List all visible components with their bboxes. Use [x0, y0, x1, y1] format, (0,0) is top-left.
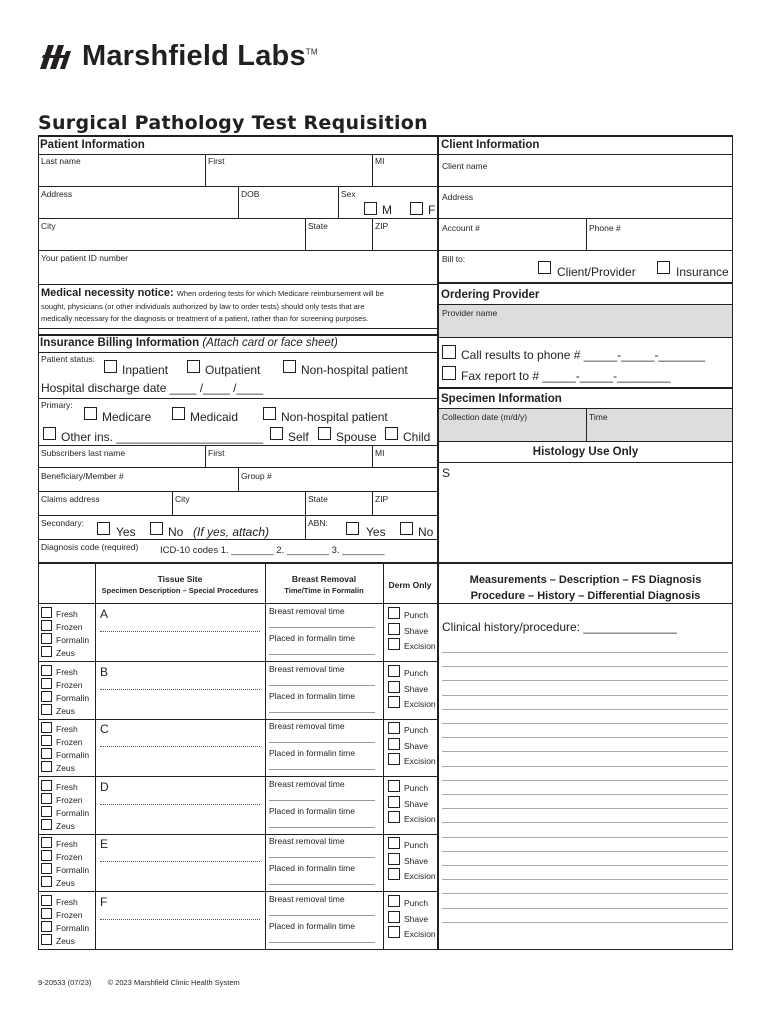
fixative-zeus-checkbox[interactable] [41, 646, 52, 657]
derm-excision-checkbox[interactable] [388, 696, 400, 708]
phone-field[interactable]: Phone # [589, 223, 621, 233]
derm-label: Excision [404, 641, 436, 651]
dob-field[interactable]: DOB [241, 189, 260, 199]
other-ins-checkbox[interactable] [43, 427, 56, 440]
fixative-zeus-checkbox[interactable] [41, 876, 52, 887]
fixative-label: Frozen [56, 737, 83, 747]
fixative-fresh-checkbox[interactable] [41, 895, 52, 906]
tissue-site-b[interactable]: B [100, 665, 109, 679]
mi-field[interactable]: MI [375, 156, 385, 166]
derm-excision-checkbox[interactable] [388, 638, 400, 650]
placed-formalin-label: Placed in formalin time [269, 921, 355, 931]
histology-heading: Histology Use Only [532, 446, 639, 458]
row-separator [38, 661, 437, 662]
derm-excision-checkbox[interactable] [388, 811, 400, 823]
notes-line[interactable] [442, 666, 728, 667]
secondary-no-checkbox[interactable] [150, 522, 163, 535]
notes-line[interactable] [442, 766, 728, 767]
abn-yes-checkbox[interactable] [346, 522, 359, 535]
self-label: Self [288, 430, 309, 444]
derm-shave-checkbox[interactable] [388, 681, 400, 693]
fixative-fresh-checkbox[interactable] [41, 837, 52, 848]
bottom-border [38, 949, 733, 950]
breast-removal-line[interactable] [269, 800, 375, 801]
fixative-label: Formalin [56, 750, 90, 760]
derm-label: Shave [404, 626, 429, 636]
subscriber-mi-field[interactable]: MI [375, 448, 385, 458]
derm-label: Punch [404, 840, 429, 850]
fixative-formalin-checkbox[interactable] [41, 806, 52, 817]
zip-field[interactable]: ZIP [375, 221, 389, 231]
col-procedure-history: Procedure – History – Differential Diagnosis [470, 590, 701, 602]
fixative-label: Frozen [56, 680, 83, 690]
derm-shave-checkbox[interactable] [388, 623, 400, 635]
site-dotted-line [100, 689, 260, 690]
brand-logo [38, 36, 318, 76]
notice-line-1: Medical necessity notice: When ordering tests for which Medicare reimbursement will be [41, 287, 384, 299]
left-border [38, 135, 39, 950]
fixative-label: Zeus [56, 821, 75, 831]
collection-date-field[interactable]: Collection date (m/d/y) [442, 412, 528, 422]
derm-label: Excision [404, 929, 436, 939]
provider-heading: Ordering Provider [441, 289, 540, 301]
tissue-site-a[interactable]: A [100, 607, 109, 621]
placed-formalin-line[interactable] [269, 942, 375, 943]
placed-formalin-label: Placed in formalin time [269, 748, 355, 758]
last-name-field[interactable]: Last name [41, 156, 81, 166]
derm-shave-checkbox[interactable] [388, 796, 400, 808]
histology-s-field[interactable]: S [442, 466, 451, 480]
fixative-label: Frozen [56, 622, 83, 632]
medicaid-checkbox[interactable] [172, 407, 185, 420]
bill-client-label: Client/Provider [557, 265, 636, 279]
breast-removal-label: Breast removal time [269, 779, 345, 789]
medicare-label: Medicare [102, 410, 152, 424]
insurance-heading: Insurance Billing Information (Attach card or face sheet) [40, 337, 338, 349]
other-ins-field[interactable]: Other ins. ______________________ [61, 430, 264, 444]
inpatient-checkbox[interactable] [104, 360, 117, 373]
breast-removal-label: Breast removal time [269, 664, 345, 674]
inpatient-label: Inpatient [122, 363, 169, 377]
fixative-label: Frozen [56, 795, 83, 805]
derm-label: Punch [404, 668, 429, 678]
col-derm-only: Derm Only [388, 580, 432, 590]
fixative-fresh-checkbox[interactable] [41, 780, 52, 791]
non-hospital-primary-checkbox[interactable] [263, 407, 276, 420]
fixative-label: Zeus [56, 648, 75, 658]
col-breast-time: Time/Time in Formalin [284, 586, 364, 595]
tissue-site-e[interactable]: E [100, 837, 109, 851]
fixative-label: Fresh [56, 897, 78, 907]
secondary-yes-checkbox[interactable] [97, 522, 110, 535]
claims-zip-field[interactable]: ZIP [375, 494, 389, 504]
fixative-label: Zeus [56, 878, 75, 888]
self-checkbox[interactable] [270, 427, 283, 440]
secondary-yes-label: Yes [116, 525, 136, 539]
non-hospital-checkbox[interactable] [283, 360, 296, 373]
call-results-checkbox[interactable] [442, 345, 456, 359]
placed-formalin-line[interactable] [269, 654, 375, 655]
call-results-field[interactable]: Call results to phone # _____-_____-_______ [461, 348, 706, 362]
primary-label: Primary: [41, 400, 73, 410]
client-heading: Client Information [441, 139, 540, 151]
specimen-heading: Specimen Information [441, 393, 562, 405]
fixative-frozen-checkbox[interactable] [41, 908, 52, 919]
notes-line[interactable] [442, 780, 728, 781]
notes-line[interactable] [442, 865, 728, 866]
placed-formalin-label: Placed in formalin time [269, 806, 355, 816]
derm-punch-checkbox[interactable] [388, 837, 400, 849]
notes-line[interactable] [442, 851, 728, 852]
fixative-label: Fresh [56, 609, 78, 619]
state-field[interactable]: State [308, 221, 328, 231]
sex-f-checkbox[interactable] [410, 202, 423, 215]
derm-label: Shave [404, 914, 429, 924]
outpatient-label: Outpatient [205, 363, 261, 377]
breast-removal-label: Breast removal time [269, 894, 345, 904]
col-specimen-desc: Specimen Description – Special Procedures [101, 586, 259, 595]
derm-shave-checkbox[interactable] [388, 911, 400, 923]
derm-label: Excision [404, 871, 436, 881]
derm-punch-checkbox[interactable] [388, 895, 400, 907]
fixative-label: Frozen [56, 910, 83, 920]
abn-label: ABN: [308, 518, 328, 528]
fixative-zeus-checkbox[interactable] [41, 761, 52, 772]
derm-punch-checkbox[interactable] [388, 665, 400, 677]
non-hospital-primary-label: Non-hospital patient [281, 410, 388, 424]
derm-label: Shave [404, 684, 429, 694]
fixative-frozen-checkbox[interactable] [41, 620, 52, 631]
child-label: Child [403, 430, 431, 444]
notes-line[interactable] [442, 737, 728, 738]
derm-excision-checkbox[interactable] [388, 753, 400, 765]
address-field[interactable]: Address [41, 189, 73, 199]
breast-removal-line[interactable] [269, 627, 375, 628]
footer [38, 978, 240, 987]
placed-formalin-line[interactable] [269, 712, 375, 713]
notes-line[interactable] [442, 709, 728, 710]
bill-client-checkbox[interactable] [538, 261, 551, 274]
notes-line[interactable] [442, 922, 728, 923]
fixative-formalin-checkbox[interactable] [41, 633, 52, 644]
form-number: 9-20533 (07/23) [38, 978, 92, 987]
secondary-label: Secondary: [41, 518, 84, 528]
client-name-field[interactable]: Client name [442, 161, 488, 171]
fixative-label: Fresh [56, 782, 78, 792]
patient-id-field[interactable]: Your patient ID number [41, 253, 129, 263]
subscriber-first-field[interactable]: First [208, 448, 225, 458]
derm-punch-checkbox[interactable] [388, 607, 400, 619]
fixative-formalin-checkbox[interactable] [41, 748, 52, 759]
placed-formalin-label: Placed in formalin time [269, 863, 355, 873]
fixative-label: Zeus [56, 706, 75, 716]
bill-to-label: Bill to: [442, 254, 466, 264]
copyright: © 2023 Marshfield Clinic Health System [107, 978, 240, 987]
city-field[interactable]: City [41, 221, 56, 231]
notes-line[interactable] [442, 837, 728, 838]
fixative-label: Formalin [56, 635, 90, 645]
site-dotted-line [100, 919, 260, 920]
non-hospital-label: Non-hospital patient [301, 363, 408, 377]
fixative-label: Zeus [56, 936, 75, 946]
placed-formalin-label: Placed in formalin time [269, 691, 355, 701]
breast-removal-label: Breast removal time [269, 836, 345, 846]
derm-label: Punch [404, 610, 429, 620]
spouse-label: Spouse [336, 430, 377, 444]
derm-label: Punch [404, 725, 429, 735]
fixative-label: Formalin [56, 808, 90, 818]
notes-line[interactable] [442, 822, 728, 823]
derm-shave-checkbox[interactable] [388, 738, 400, 750]
breast-removal-label: Breast removal time [269, 721, 345, 731]
patient-heading: Patient Information [40, 139, 145, 151]
derm-label: Excision [404, 756, 436, 766]
fixative-frozen-checkbox[interactable] [41, 850, 52, 861]
tissue-site-c[interactable]: C [100, 722, 109, 736]
fax-report-field[interactable]: Fax report to # _____-_____-________ [461, 369, 671, 383]
derm-punch-checkbox[interactable] [388, 780, 400, 792]
row-separator [38, 776, 437, 777]
fixative-label: Formalin [56, 923, 90, 933]
fixative-fresh-checkbox[interactable] [41, 665, 52, 676]
fixative-label: Fresh [56, 839, 78, 849]
secondary-no-label: No [168, 525, 184, 539]
site-dotted-line [100, 804, 260, 805]
fixative-zeus-checkbox[interactable] [41, 704, 52, 715]
breast-removal-line[interactable] [269, 685, 375, 686]
notes-line[interactable] [442, 879, 728, 880]
account-field[interactable]: Account # [442, 223, 480, 233]
derm-label: Excision [404, 814, 436, 824]
derm-label: Punch [404, 783, 429, 793]
fixative-label: Fresh [56, 667, 78, 677]
fixative-label: Fresh [56, 724, 78, 734]
notes-line[interactable] [442, 723, 728, 724]
notice-line-3: medically necessary for the diagnosis or treatment of a patient, rather than for screening purposes. [41, 314, 369, 323]
sex-label: Sex [341, 189, 356, 199]
derm-excision-checkbox[interactable] [388, 926, 400, 938]
placed-formalin-line[interactable] [269, 769, 375, 770]
child-checkbox[interactable] [385, 427, 398, 440]
center-divider [437, 135, 439, 950]
notes-line[interactable] [442, 652, 728, 653]
clinical-history-field[interactable]: Clinical history/procedure: ______________ [442, 620, 677, 634]
patient-status-label: Patient status: [41, 354, 95, 364]
col-tissue-site: Tissue Site [157, 574, 203, 584]
first-name-field[interactable]: First [208, 156, 225, 166]
notes-line[interactable] [442, 893, 728, 894]
outpatient-checkbox[interactable] [187, 360, 200, 373]
row-separator [38, 891, 437, 892]
fixative-formalin-checkbox[interactable] [41, 691, 52, 702]
discharge-date-field[interactable]: Hospital discharge date ____ /____ /____ [41, 381, 264, 395]
beneficiary-field[interactable]: Beneficiary/Member # [41, 471, 124, 481]
fixative-label: Frozen [56, 852, 83, 862]
row-separator [38, 834, 437, 835]
fixative-label: Formalin [56, 693, 90, 703]
fixative-frozen-checkbox[interactable] [41, 735, 52, 746]
fixative-label: Zeus [56, 763, 75, 773]
collection-time-field[interactable]: Time [589, 412, 608, 422]
fixative-label: Formalin [56, 865, 90, 875]
notes-line[interactable] [442, 751, 728, 752]
site-dotted-line [100, 631, 260, 632]
fax-report-checkbox[interactable] [442, 366, 456, 380]
abn-no-label: No [418, 525, 434, 539]
group-field[interactable]: Group # [241, 471, 272, 481]
fixative-zeus-checkbox[interactable] [41, 934, 52, 945]
fixative-fresh-checkbox[interactable] [41, 607, 52, 618]
breast-removal-label: Breast removal time [269, 606, 345, 616]
row-separator [38, 719, 437, 720]
placed-formalin-line[interactable] [269, 827, 375, 828]
notes-line[interactable] [442, 695, 728, 696]
fixative-frozen-checkbox[interactable] [41, 678, 52, 689]
derm-label: Shave [404, 856, 429, 866]
medicare-checkbox[interactable] [84, 407, 97, 420]
col-measurements: Measurements – Description – FS Diagnosis [469, 574, 702, 586]
top-rule [38, 135, 733, 137]
notes-line[interactable] [442, 908, 728, 909]
notes-line[interactable] [442, 794, 728, 795]
tissue-site-f[interactable]: F [100, 895, 108, 909]
breast-removal-line[interactable] [269, 915, 375, 916]
derm-label: Shave [404, 799, 429, 809]
site-dotted-line [100, 861, 260, 862]
right-border [732, 135, 733, 950]
derm-shave-checkbox[interactable] [388, 853, 400, 865]
fixative-formalin-checkbox[interactable] [41, 863, 52, 874]
sex-m-checkbox[interactable] [364, 202, 377, 215]
provider-name-field[interactable]: Provider name [442, 308, 498, 318]
tissue-site-d[interactable]: D [100, 780, 109, 794]
col-breast-removal: Breast Removal [291, 574, 357, 584]
page-title: Surgical Pathology Test Requisition [38, 112, 428, 134]
site-dotted-line [100, 746, 260, 747]
claims-state-field[interactable]: State [308, 494, 328, 504]
abn-no-checkbox[interactable] [400, 522, 413, 535]
bill-insurance-label: Insurance [676, 265, 729, 279]
claims-city-field[interactable]: City [175, 494, 190, 504]
breast-removal-line[interactable] [269, 857, 375, 858]
icd10-codes-field[interactable]: ICD-10 codes 1. ________ 2. ________ 3. ________ [160, 545, 385, 556]
fixative-formalin-checkbox[interactable] [41, 921, 52, 932]
sex-m-label: M [382, 203, 392, 217]
placed-formalin-line[interactable] [269, 884, 375, 885]
breast-removal-line[interactable] [269, 742, 375, 743]
derm-excision-checkbox[interactable] [388, 868, 400, 880]
spouse-checkbox[interactable] [318, 427, 331, 440]
derm-label: Excision [404, 699, 436, 709]
bill-insurance-checkbox[interactable] [657, 261, 670, 274]
derm-label: Shave [404, 741, 429, 751]
placed-formalin-label: Placed in formalin time [269, 633, 355, 643]
claims-address-field[interactable]: Claims address [41, 494, 100, 504]
notes-line[interactable] [442, 680, 728, 681]
diagnosis-label: Diagnosis code (required) [41, 542, 139, 552]
brand-name: Marshfield Labs™ [82, 39, 318, 72]
abn-yes-label: Yes [366, 525, 386, 539]
notes-line[interactable] [442, 808, 728, 809]
fixative-fresh-checkbox[interactable] [41, 722, 52, 733]
marshfield-logo-icon [38, 39, 72, 73]
notice-line-2: sought, physicians (or other individuals authorized by law to order tests) should only tests that are [41, 302, 365, 311]
fixative-frozen-checkbox[interactable] [41, 793, 52, 804]
derm-label: Punch [404, 898, 429, 908]
client-address-field[interactable]: Address [442, 192, 474, 202]
sex-f-label: F [428, 203, 436, 217]
fixative-zeus-checkbox[interactable] [41, 819, 52, 830]
subscriber-last-field[interactable]: Subscribers last name [41, 448, 126, 458]
derm-punch-checkbox[interactable] [388, 722, 400, 734]
medicaid-label: Medicaid [190, 410, 239, 424]
if-yes-note: (If yes, attach) [193, 525, 270, 539]
